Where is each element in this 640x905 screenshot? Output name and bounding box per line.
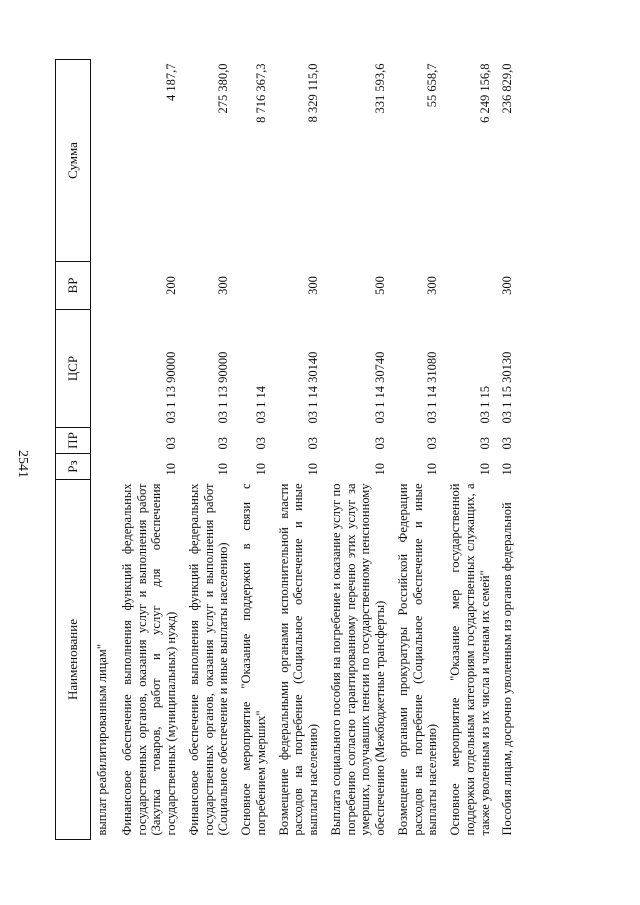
row-vr: 300 [216,276,231,295]
row-vr: 200 [164,276,178,295]
row-pr: 03 [306,437,320,450]
row-name: Финансовое обеспечение выполнения функций федеральных государственных органов, оказания услуг и выполнения работ (Закупка товаров, работ и услуг для обеспечения государственных (муниципальных) нужд) [119,483,178,836]
row-sum: 6 249 156,8 [477,63,492,123]
table-row [185,60,237,840]
row-pr: 03 [477,437,492,450]
row-sum: 236 829,0 [500,63,515,114]
row-csr: 03 1 14 30140 [306,351,320,424]
row-csr: 03 1 13 90000 [164,351,178,424]
table-row [446,60,498,840]
row-vr: 300 [306,276,320,295]
row-sum: 8 329 115,0 [306,63,320,123]
row-vr: 300 [425,276,440,295]
row-name: Выплата социального пособия на погребение и оказание услуг по погребению согласно гарантированному перечню этих услуг за умерших, получавших пенсии по государственному пенсионному обеспечению (Межбюджетные трансферты) [328,483,387,836]
row-vr: 500 [373,276,387,295]
row-pr: 03 [425,437,440,450]
header-sum: Сумма [56,60,91,262]
row-name: Возмещение органами прокуратуры Российской Федерации расходов на погребение (Социальное обеспечение и иные выплаты населению) [395,483,440,836]
header-vr: ВР [56,262,91,310]
table-row [394,60,446,840]
row-sum: 275 380,0 [216,63,231,114]
row-sum: 8 716 367,3 [253,63,268,123]
table-row [275,60,327,840]
budget-table [55,59,521,840]
header-rz: Рз [56,454,91,480]
row-vr [237,262,275,310]
table-row [498,60,521,840]
row-name: Пособия лицам, досрочно уволенным из органов федеральной [500,502,515,836]
page-number: 2541 [15,450,30,478]
header-pr: ПР [56,428,91,454]
header-name: Наименование [56,480,91,840]
row-pr: 03 [253,437,268,450]
row-pr: 03 [500,437,515,450]
row-pr: 03 [216,437,231,450]
row-rz: 10 [253,463,268,476]
row-sum: 55 658,7 [425,63,440,108]
table-header-row [56,60,91,840]
row-sum: 331 593,6 [373,63,387,114]
row-vr [446,262,498,310]
row-name: Основное мероприятие "Оказание поддержки в связи с погребением умерших" [239,483,268,836]
row-rz: 10 [216,463,231,476]
row-pr: 03 [373,437,387,450]
row-csr: 03 1 15 30130 [500,351,515,424]
row-rz: 10 [500,463,515,476]
continuation-text: выплат реабилитированным лицам" [95,644,109,836]
row-sum: 4 187,7 [164,63,178,101]
header-csr: ЦСР [56,310,91,428]
table-row-continuation [91,60,118,840]
row-csr: 03 1 15 [477,386,492,424]
row-pr: 03 [164,437,178,450]
row-csr: 03 1 14 31080 [425,351,440,424]
row-name: Финансовое обеспечение выполнения функций федеральных государственных органов, оказания услуг и выполнения работ (Социальное обеспечение и иные выплаты населению) [186,483,231,836]
row-csr: 03 1 14 30740 [373,351,387,424]
row-name: Возмещение федеральными органами исполнительной власти расходов на погребение (Социальное обеспечение и иные выплаты населению) [276,483,320,836]
table-row [118,60,185,840]
row-vr: 300 [500,276,515,295]
row-csr: 03 1 14 [253,386,268,424]
row-rz: 10 [425,463,440,476]
row-rz: 10 [306,463,320,476]
table-row [237,60,275,840]
rotated-budget-table [55,60,600,840]
table-row [327,60,394,840]
row-rz: 10 [164,463,178,476]
row-name: Основное мероприятие "Оказание мер государственной поддержки отдельным категориям государственных служащих, а также уволенным из их числа и членам их семей" [448,483,492,836]
row-csr: 03 1 13 90000 [216,351,231,424]
row-rz: 10 [373,463,387,476]
row-rz: 10 [477,463,492,476]
